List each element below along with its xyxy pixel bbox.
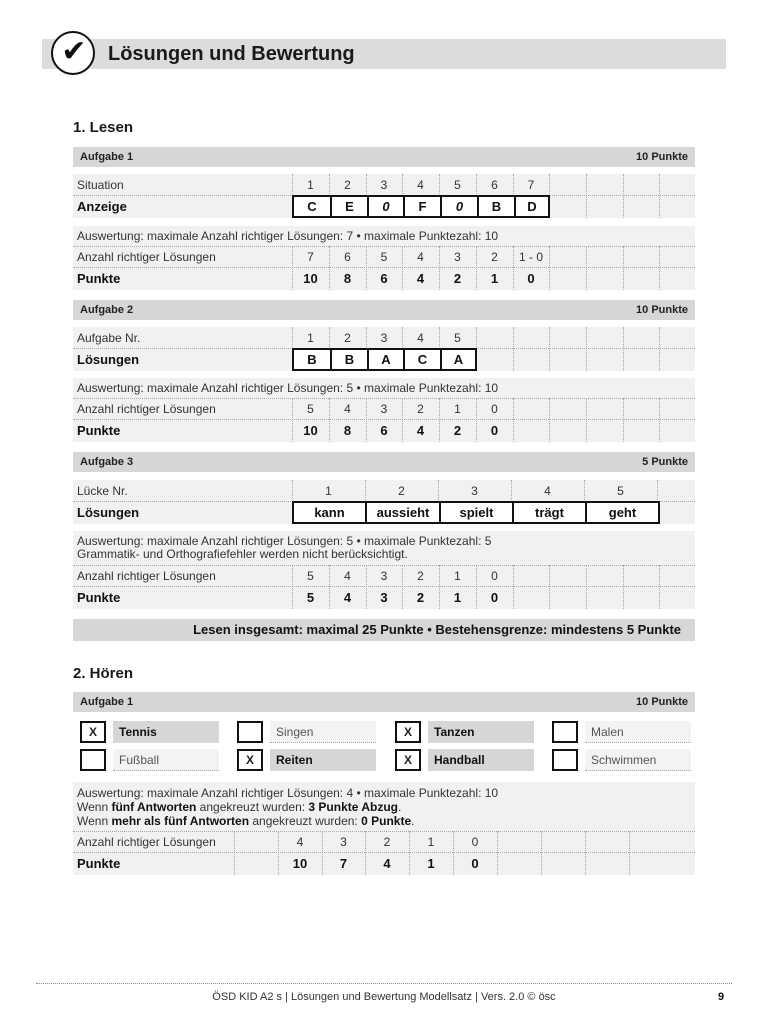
task-points: 10 Punkte: [636, 151, 688, 163]
number-cell: 4: [544, 484, 551, 498]
checkbox-reiten[interactable]: X: [237, 749, 263, 771]
option-label: Handball: [428, 749, 534, 771]
task-label: Aufgabe 1: [80, 151, 134, 163]
number-cell: 5: [617, 484, 624, 498]
checkbox-fussball[interactable]: [80, 749, 106, 771]
points-cell: 7: [339, 856, 348, 871]
count-cell: 1: [454, 402, 461, 416]
count-cell: 7: [307, 250, 314, 264]
points-cell: 1: [427, 856, 435, 871]
points-cell: 5: [306, 590, 315, 605]
points-cell: 0: [471, 856, 479, 871]
count-cell: 3: [454, 250, 461, 264]
option-label: Tanzen: [428, 721, 534, 743]
points-cell: 0: [490, 423, 499, 438]
row-label: Anzahl richtiger Lösungen: [77, 402, 216, 416]
row-label: Lösungen: [77, 505, 140, 520]
answer-cell: aussieht: [365, 503, 439, 522]
points-cell: 4: [383, 856, 391, 871]
number-cell: 2: [344, 178, 351, 192]
count-cell: 4: [344, 402, 351, 416]
answer-cell: 0: [367, 197, 403, 216]
answer-cell: trägt: [512, 503, 585, 522]
count-cell: 4: [344, 569, 351, 583]
task-points: 10 Punkte: [636, 304, 688, 316]
number-cell: 4: [417, 331, 424, 345]
task-bar-hoeren-1: [73, 692, 695, 712]
points-cell: 8: [343, 423, 352, 438]
answer-cell: kann: [314, 505, 345, 520]
footer-text: ÖSD KID A2 s | Lösungen und Bewertung Modellsatz | Vers. 2.0 © ösc: [212, 991, 556, 1003]
number-cell: 2: [398, 484, 405, 498]
number-cell: 3: [380, 331, 388, 345]
answer-cell: geht: [585, 503, 658, 522]
points-cell: 6: [380, 271, 388, 286]
count-cell: 0: [471, 835, 479, 849]
row-label: Situation: [77, 178, 124, 192]
count-cell: 4: [296, 835, 304, 849]
option-label: Malen: [585, 721, 691, 743]
section-title-lesen: 1. Lesen: [73, 119, 134, 136]
checkbox-schwimmen[interactable]: [552, 749, 578, 771]
checkbox-singen[interactable]: [237, 721, 263, 743]
answer-cell: A: [440, 350, 475, 369]
count-cell: 2: [383, 835, 391, 849]
number-cell: 7: [527, 178, 535, 192]
points-cell: 10: [303, 423, 318, 438]
lesen-summary: Lesen insgesamt: maximal 25 Punkte • Bestehensgrenze: mindestens 5 Punkte: [73, 619, 695, 641]
footer-divider: [36, 983, 732, 984]
answer-cell: B: [307, 352, 317, 367]
answer-cell: C: [403, 350, 440, 369]
checkbox-tennis[interactable]: X: [80, 721, 106, 743]
number-cell: 4: [417, 178, 424, 192]
scoring-grid-lesen-3: [73, 531, 695, 609]
count-cell: 3: [340, 835, 347, 849]
answer-cell: C: [307, 199, 317, 214]
answer-cell: 0: [440, 197, 477, 216]
count-cell: 0: [491, 402, 498, 416]
points-cell: 2: [453, 423, 462, 438]
row-label: Punkte: [77, 423, 121, 438]
count-cell: 1: [454, 569, 461, 583]
task-points: 5 Punkte: [642, 456, 688, 468]
number-cell: 6: [491, 178, 498, 192]
count-cell: 0: [491, 569, 498, 583]
answer-cell: D: [514, 197, 548, 216]
checkbox-grid: [73, 721, 695, 773]
count-cell: 5: [380, 250, 388, 264]
answer-cell: E: [330, 197, 367, 216]
task-label: Aufgabe 1: [80, 696, 134, 708]
points-cell: 6: [380, 423, 388, 438]
points-cell: 0: [527, 271, 535, 286]
answer-cell: spielt: [439, 503, 512, 522]
number-cell: 3: [380, 178, 388, 192]
page-title: Lösungen und Bewertung: [108, 43, 355, 65]
page-number: 9: [718, 991, 725, 1003]
number-cell: 5: [454, 178, 461, 192]
answer-grid-lesen-1: [73, 174, 695, 218]
points-cell: 4: [416, 423, 425, 438]
answer-grid-lesen-3: [73, 480, 695, 524]
row-label: Lösungen: [77, 352, 140, 367]
evaluation-note: Grammatik- und Orthografiefehler werden nicht berücksichtigt.: [77, 547, 408, 561]
scoring-grid-lesen-1: [73, 226, 695, 290]
count-cell: 6: [344, 250, 351, 264]
checkmark-icon: ✔: [61, 35, 87, 68]
answer-cell: B: [477, 197, 514, 216]
solution-box: [292, 348, 477, 371]
scoring-grid-hoeren-1: [73, 782, 695, 875]
row-label: Anzahl richtiger Lösungen: [77, 250, 216, 264]
scoring-grid-lesen-2: [73, 378, 695, 442]
count-cell: 2: [491, 250, 498, 264]
points-cell: 4: [343, 590, 352, 605]
number-cell: 5: [454, 331, 461, 345]
option-label: Singen: [270, 721, 376, 743]
evaluation-note: Auswertung: maximale Anzahl richtiger Lösungen: 5 • maximale Punktezahl: 10: [77, 381, 499, 395]
row-label: Punkte: [77, 271, 121, 286]
task-bar-lesen-2: [73, 300, 695, 320]
row-label: Lücke Nr.: [77, 484, 128, 498]
option-label: Fußball: [113, 749, 219, 771]
number-cell: 2: [344, 331, 351, 345]
option-label: Reiten: [270, 749, 376, 771]
points-cell: 10: [303, 271, 318, 286]
answer-cell: F: [403, 197, 440, 216]
answer-cell: B: [330, 350, 367, 369]
task-label: Aufgabe 3: [80, 456, 134, 468]
points-cell: 8: [343, 271, 352, 286]
points-cell: 1: [453, 590, 462, 605]
section-title-hoeren: 2. Hören: [73, 665, 134, 682]
row-label: Punkte: [77, 590, 121, 605]
count-cell: 5: [307, 402, 314, 416]
evaluation-note: Wenn mehr als fünf Antworten angekreuzt wurden: 0 Punkte.: [77, 814, 415, 828]
row-label: Punkte: [77, 856, 121, 871]
task-bar-lesen-3: [73, 452, 695, 472]
count-cell: 2: [417, 402, 424, 416]
count-cell: 5: [307, 569, 314, 583]
count-cell: 3: [380, 402, 388, 416]
points-cell: 10: [292, 856, 308, 871]
number-cell: 3: [471, 484, 478, 498]
count-cell: 1 - 0: [518, 250, 543, 264]
task-points: 10 Punkte: [636, 696, 688, 708]
evaluation-note: Auswertung: maximale Anzahl richtiger Lösungen: 7 • maximale Punktezahl: 10: [77, 229, 499, 243]
count-cell: 3: [380, 569, 388, 583]
count-cell: 1: [427, 835, 435, 849]
checkbox-tanzen[interactable]: X: [395, 721, 421, 743]
row-label: Anzahl richtiger Lösungen: [77, 835, 216, 849]
evaluation-note: Auswertung: maximale Anzahl richtiger Lösungen: 5 • maximale Punktezahl: 5: [77, 534, 492, 548]
option-label: Tennis: [113, 721, 219, 743]
row-label: Aufgabe Nr.: [77, 331, 141, 345]
number-cell: 1: [307, 331, 314, 345]
points-cell: 3: [380, 590, 388, 605]
task-label: Aufgabe 2: [80, 304, 134, 316]
points-cell: 4: [416, 271, 425, 286]
number-cell: 1: [307, 178, 314, 192]
checkbox-malen[interactable]: [552, 721, 578, 743]
answer-cell: A: [367, 350, 403, 369]
row-label: Anzeige: [77, 199, 127, 214]
answer-grid-lesen-2: [73, 327, 695, 371]
row-label: Anzahl richtiger Lösungen: [77, 569, 216, 583]
solution-box: [292, 501, 660, 524]
number-cell: 1: [325, 484, 332, 498]
count-cell: 2: [417, 569, 424, 583]
evaluation-note: Auswertung: maximale Anzahl richtiger Lösungen: 4 • maximale Punktezahl: 10: [77, 786, 499, 800]
count-cell: 4: [417, 250, 424, 264]
points-cell: 2: [416, 590, 425, 605]
task-bar-lesen-1: [73, 147, 695, 167]
points-cell: 0: [490, 590, 499, 605]
points-cell: 1: [490, 271, 499, 286]
checkbox-handball[interactable]: X: [395, 749, 421, 771]
points-cell: 2: [453, 271, 462, 286]
solution-box: [292, 195, 550, 218]
evaluation-note: Wenn fünf Antworten angekreuzt wurden: 3 Punkte Abzug.: [77, 800, 402, 814]
option-label: Schwimmen: [585, 749, 691, 771]
